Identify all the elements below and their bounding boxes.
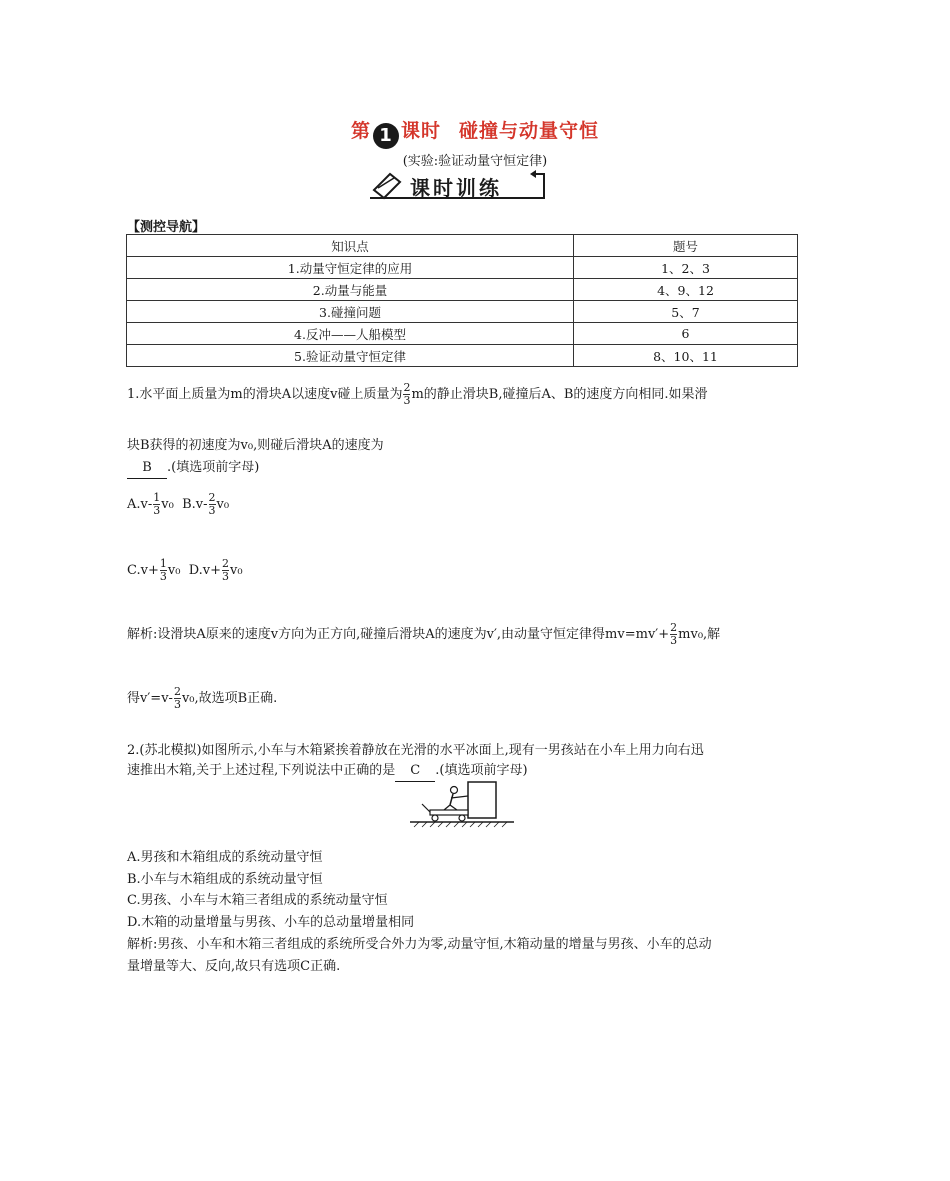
table-header: 题号 <box>574 235 798 257</box>
q1-options-cd <box>127 558 243 583</box>
table-row <box>127 279 798 301</box>
cart-box-diagram <box>410 778 514 828</box>
option-a: A.v- <box>127 497 153 512</box>
table-row <box>127 257 798 279</box>
q2-option-c: C.男孩、小车与木箱三者组成的系统动量守恒 <box>127 893 388 908</box>
title-topic: 碰撞与动量守恒 <box>459 120 600 142</box>
fraction: $\frac{2}{3}$ <box>403 381 411 407</box>
table-cell-topic: 4.反冲——人船模型 <box>127 323 574 345</box>
lesson-number-badge: 1 <box>373 123 399 149</box>
table-cell-topic: 5.验证动量守恒定律 <box>127 345 574 367</box>
cart-box-figure <box>410 778 514 828</box>
table-cell-topic: 2.动量与能量 <box>127 279 574 301</box>
nav-label: 【测控导航】 <box>127 220 206 235</box>
q1-instruction: .(填选项前字母) <box>167 460 260 475</box>
table-cell-topic: 3.碰撞问题 <box>127 301 574 323</box>
q2-answer-blank: C <box>395 761 435 782</box>
fraction: $\frac{1}{3}$ <box>159 557 167 583</box>
fraction: $\frac{2}{3}$ <box>173 685 181 711</box>
q1-analysis-line2 <box>127 686 277 711</box>
fraction: $\frac{2}{3}$ <box>208 491 216 517</box>
q1-analysis-text: v₀,故选项B正确. <box>181 691 278 706</box>
option-d: D.v+ <box>188 563 222 578</box>
q1-analysis <box>127 622 720 647</box>
v0-symbol: v₀ <box>216 497 230 512</box>
title-prefix: 第 <box>350 120 371 142</box>
page-subtitle: (实验:验证动量守恒定律) <box>402 154 548 169</box>
q1-analysis-text: mv₀,解 <box>678 627 721 642</box>
banner-title: 课时训练 <box>410 176 502 200</box>
page-title <box>0 116 950 149</box>
fraction: $\frac{2}{3}$ <box>670 621 678 647</box>
q1-stem-text: m的静止滑块B,碰撞后A、B的速度方向相同.如果滑 <box>411 387 708 402</box>
q1-stem-line2: 块B获得的初速度为v₀,则碰后滑块A的速度为 <box>127 438 384 453</box>
q2-instruction: .(填选项前字母) <box>435 763 528 778</box>
q1-analysis-text: 解析:设滑块A原来的速度v方向为正方向,碰撞后滑块A的速度为v′,由动量守恒定律得mv=mv′+ <box>127 627 670 642</box>
q2-option-d: D.木箱的动量增量与男孩、小车的总动量增量相同 <box>127 915 415 930</box>
q2-option-b: B.小车与木箱组成的系统动量守恒 <box>127 872 323 887</box>
fraction: $\frac{1}{3}$ <box>153 491 161 517</box>
table-cell-ids: 6 <box>574 323 798 345</box>
q1-options-ab <box>127 492 229 517</box>
q2-option-a: A.男孩和木箱组成的系统动量守恒 <box>127 850 323 865</box>
option-c: C.v+ <box>127 563 159 578</box>
table-row <box>127 323 798 345</box>
q1-answer-blank: B <box>127 458 167 479</box>
table-header: 知识点 <box>127 235 574 257</box>
table-cell-ids: 4、9、12 <box>574 279 798 301</box>
knowledge-table <box>126 234 798 367</box>
v0-symbol: v₀ <box>230 563 243 578</box>
q1-analysis-text: 得v′=v- <box>127 691 173 706</box>
section-banner <box>368 168 548 202</box>
fraction: $\frac{2}{3}$ <box>222 557 230 583</box>
option-b: B.v- <box>182 497 208 512</box>
q1-stem-text: 1.水平面上质量为m的滑块A以速度v碰上质量为 <box>127 387 403 402</box>
table-row <box>127 345 798 367</box>
table-header-row <box>127 235 798 257</box>
title-suffix: 课时 <box>400 120 441 142</box>
q1-answer-line <box>127 458 259 479</box>
table-cell-ids: 8、10、11 <box>574 345 798 367</box>
table-cell-ids: 1、2、3 <box>574 257 798 279</box>
table-row <box>127 301 798 323</box>
table-cell-ids: 5、7 <box>574 301 798 323</box>
q1-stem <box>127 382 708 407</box>
q2-stem-text: 速推出木箱,关于上述过程,下列说法中正确的是 <box>127 763 396 778</box>
q2-stem: 2.(苏北模拟)如图所示,小车与木箱紧挨着静放在光滑的水平冰面上,现有一男孩站在小车上用力向右迅 <box>127 743 704 758</box>
v0-symbol: v₀ <box>161 497 174 512</box>
q2-analysis: 解析:男孩、小车和木箱三者组成的系统所受合外力为零,动量守恒,木箱动量的增量与男孩、小车的总动 <box>127 937 712 952</box>
v0-symbol: v₀ <box>167 563 181 578</box>
q2-analysis-line2: 量增量等大、反向,故只有选项C正确. <box>127 959 341 974</box>
table-cell-topic: 1.动量守恒定律的应用 <box>127 257 574 279</box>
